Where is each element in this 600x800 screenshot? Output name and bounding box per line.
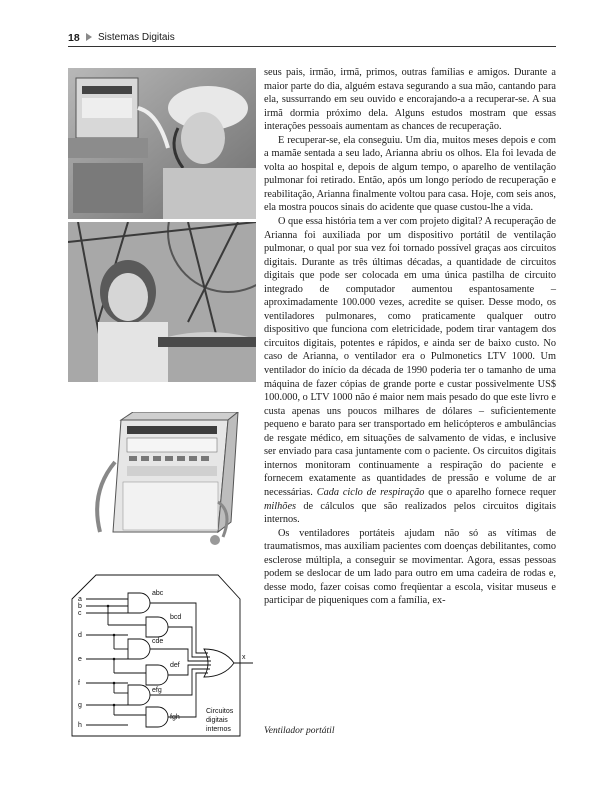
section-title: Sistemas Digitais bbox=[98, 32, 175, 43]
gate-label-bcd: bcd bbox=[170, 614, 182, 621]
page-number: 18 bbox=[68, 32, 80, 44]
header-rule bbox=[68, 46, 556, 47]
input-label-h: h bbox=[78, 722, 82, 729]
circuit-box-label: digitais bbox=[206, 717, 228, 724]
gate-label-fgh: fgh bbox=[170, 714, 180, 721]
paragraph-text: que o aparelho fornece requer bbox=[424, 486, 557, 498]
ventilator-device-photo bbox=[93, 412, 240, 560]
paragraph: E recuperar-se, ela conseguiu. Um dia, muitos meses depois e com a mamãe sentada a seu lado, Arianna abriu os olhos. Ela foi levada de volta ao hospital e, depois de algum tempo, o aparelho de ventilação pulmonar foi retirado. Então, após um longo período de recuperação e reabilitação, Arianna finalmente voltou para casa. Hoje, com seis anos, ela mostra poucos sinais do acidente que quase custou-lhe a vida. bbox=[264, 134, 556, 214]
page-header bbox=[68, 30, 556, 48]
gate-label-cde: cde bbox=[152, 638, 164, 645]
gate-label-def: def bbox=[170, 662, 180, 669]
output-label-x: x bbox=[242, 654, 246, 661]
figure-caption: Ventilador portátil bbox=[264, 726, 335, 736]
emphasis-text: Cada ciclo de respiração bbox=[316, 486, 425, 498]
input-label-c: c bbox=[78, 610, 82, 617]
paragraph: seus pais, irmão, irmã, primos, outras famílias e amigos. Durante a maior parte do dia, alguém estava segurando a sua mão, cantando para ela, sussurrando em seu ouvido e encorajando-a a recuperar-se. A sua irmã dormia próximo dela. Alguns estudos mostram que essas interações pessoais aumentam as chances de recuperação. bbox=[264, 67, 556, 133]
input-label-d: d bbox=[78, 632, 82, 639]
paragraph-text: de cálculos que são realizados pelos circuitos digitais internos. bbox=[264, 500, 556, 526]
paragraph-text: O que essa história tem a ver com projeto digital? A recuperação de Arianna foi auxiliada por um dispositivo portátil de ventilação pulmonar, o qual por sua vez foi tornado possível graças aos circuitos digitais. Durante as três últimas décadas, a quantidade de circuitos digitais que pode ser colocada em uma única pastilha de circuito integrado de computador aumentou espantosamente – aproximadamente 100.000 vezes, acredite se quiser. Desse modo, os ventiladores pulmonares, como praticamente qualquer outro dispositivo que funciona com eletricidade, podem tirar vantagem dos circuitos digitais, potentes e rápidos, e ainda ser de baixo custo. No caso de Arianna, o ventilador era o Pulmonetics LTV 1000. Um ventilador do início da década de 1990 poderia ter o tamanho de uma máquina de fazer cópias de grande porte e custar possivelmente US$ 100.000, o LTV 1000 não é maior nem mais pesado do que este livro e custa apenas uns poucos milhares de dólares – suficientemente pequeno e barato para ser transportado em helicópteros e ambulâncias de resgate médico, em situações de salvamento de vidas, e inclusive ser enviado para casa juntamente com o paciente. Os circuitos digitais internos monitoram continuamente a respiração do paciente e fornecem exatamente as quantidades de pressão e volume de ar necessárias. bbox=[264, 216, 556, 498]
hospital-photo bbox=[68, 68, 256, 219]
input-label-a: a bbox=[78, 596, 82, 603]
input-label-b: b bbox=[78, 603, 82, 610]
gate-label-efg: efg bbox=[152, 687, 162, 694]
input-label-f: f bbox=[78, 680, 80, 687]
circuit-box-label: Circuitos bbox=[206, 708, 234, 715]
paragraph: Os ventiladores portáteis ajudam não só as vítimas de traumatismos, mas auxiliam pacientes com doenças debilitantes, como esclerose múltipla, a conseguir se movimentar. Agora, essas pessoas podem se deslocar de um lado para outro em uma cadeira de rodas e, desse modo, fazer coisas como freqüentar a escola, visitar museus e participar de piqueniques com a família, ex- bbox=[264, 527, 556, 607]
input-label-e: e bbox=[78, 656, 82, 663]
logic-circuit-diagram bbox=[68, 573, 258, 738]
header-arrow-icon bbox=[86, 33, 92, 41]
gate-label-abc: abc bbox=[152, 590, 164, 597]
input-label-g: g bbox=[78, 702, 82, 709]
ferris-wheel-photo bbox=[68, 222, 256, 382]
paragraph bbox=[264, 215, 556, 527]
circuit-box-label: internos bbox=[206, 726, 231, 733]
emphasis-text: milhões bbox=[264, 500, 297, 512]
body-text-column bbox=[264, 66, 556, 608]
